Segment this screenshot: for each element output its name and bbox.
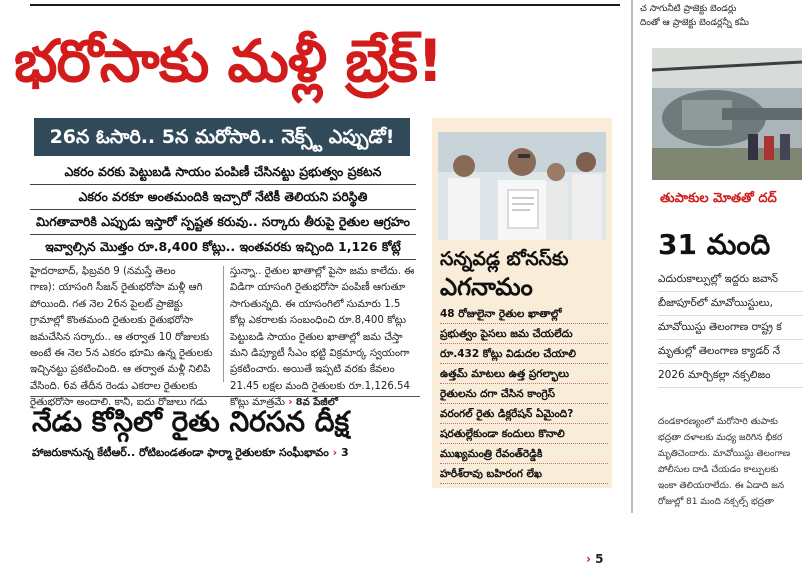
body-line: మని డిప్యూటీ సీఎం భట్టి విక్రమార్క స్వయంగా (230, 347, 410, 359)
continued-arrow-icon: › (288, 397, 293, 409)
highlight-line: 2026 మార్చికల్లా నక్సలిజం (658, 364, 803, 388)
body-line: హైదరాబాద్, ఫిబ్రవరి 9 (నమస్తే తెలం (30, 266, 176, 277)
article-column-1 (30, 264, 220, 412)
body-line: గ్రామాల్లో కొంతమంది రైతులకు రైతుభరోసా (30, 315, 193, 327)
highlight-line: మావోయిస్టు తెలంగాణ రాష్ట్ర క (658, 316, 803, 340)
secondary-headline: నేడు కోస్గిలో రైతు నిరసన దీక్ష (32, 405, 350, 438)
body-line: పోయింది. గత నెల 26న పైలట్ ప్రాజెక్టు (30, 298, 183, 310)
body-line: దింతో ఆ ప్రాజెక్టు బెండర్లన్నీ కమీ (640, 18, 749, 28)
body-line: విడిగా యాసంగి రైతుభరోసా పంపిణీ ఆగుతూ (230, 282, 406, 294)
side-point: 48 రోజులైనా రైతుల ఖాతాల్లో (440, 304, 608, 324)
side-point: రూ.432 కోట్లు విడుదల చేయాలి (440, 344, 608, 364)
highlight-line: ఎకరం వరకు పెట్టుబడి సాయం పంపిణీ చేసినట్టు ప్రభుత్వం ప్రకటన (64, 164, 382, 179)
side-point: ఉత్తమ్ మాటలు ఉత్త ప్రగల్భాలు (440, 364, 608, 384)
body-line: పోలీసుల దాడి చేయడం కాల్పులకు (658, 465, 779, 475)
body-line: కోట్ల ఎకరాలకు సంబంధించి రూ.8,400 కోట్లు (230, 315, 407, 327)
adjacent-body (658, 414, 803, 510)
side-point: షరతుల్లేకుండా కందులు కొనాలి (440, 424, 608, 444)
body-line-text: కోట్లు మాత్రమే (230, 397, 285, 409)
side-page-number: 5 (595, 552, 604, 566)
divider (30, 209, 416, 210)
news-photo (438, 132, 606, 240)
highlight-line: ఎదురుకాల్పుల్లో ఇద్దరు జవాన్ (658, 268, 803, 292)
divider (30, 184, 416, 185)
article-column-2 (230, 264, 420, 412)
body-line: 21.45 లక్షల మంది రైతులకు రూ.1,126.54 (230, 380, 411, 392)
secondary-subhead-text: హాజరుకానున్న కేటీఆర్.. రోటిబండతండా ఫార్మా రైతులకూ సంఘీభావం (32, 446, 329, 459)
body-line: అంటే ఈ నెల 5న ఎకరం భూమి ఉన్న రైతులకు (30, 347, 213, 359)
divider (30, 234, 416, 235)
body-line: ప్రకటించారు. అయితే ఇప్పటి వరకు కేవలం (230, 364, 395, 376)
side-points (440, 304, 608, 484)
side-page-ref[interactable] (586, 552, 603, 566)
press-conference-photo (438, 132, 606, 240)
body-line: సాగుతున్నది. ఈ యాసంగిలో సుమారు 1.5 (230, 298, 401, 310)
helicopter-image (652, 48, 802, 180)
secondary-subhead (32, 444, 424, 462)
page-headline: భరోసాకు మళ్లీ బ్రేక్! (14, 27, 443, 95)
highlight-line: మృతుల్లో తెలంగాణ క్యాడర్ నే (658, 340, 803, 364)
body-line: వేసింది. 6వ తేదీన రెండు ఎకరాల రైతులకు (30, 380, 198, 392)
body-line: మృతిచెందారు. మావోయిస్టు తెలంగాణ (658, 449, 791, 459)
body-line: ఇచ్చినట్టు ప్రకటించింది. ఆ తర్వాత మళ్లీ నిలిపి (30, 364, 211, 376)
highlight-line: బీజాపూర్‌లో మావోయిస్టులు, (658, 292, 803, 316)
body-line: పెట్టుబడి సాయం రైతుల ఖాతాల్లో జమ చేస్తా (230, 331, 403, 343)
side-headline-main: ఎగనామం (440, 273, 533, 301)
top-rule (30, 4, 620, 6)
body-line: స్తున్నా.. రైతుల ఖాతాల్లో పైసా జమ కాలేదు. ఈ (230, 266, 415, 277)
highlight-line: మిగతావారికి ఎప్పుడు ఇస్తారో స్పష్టత కరువు.. సర్కారు తీరుపై రైతుల ఆగ్రహం (36, 214, 410, 229)
body-line: దండకారణ్యంలో మరోసారి తుపాకు (658, 417, 778, 427)
side-point: ముఖ్యమంత్రి రేవంత్‌రెడ్డికి (440, 444, 608, 464)
side-headline-top: సన్నవడ్ల బోనస్‌కు (440, 248, 569, 270)
side-story-box (432, 118, 612, 566)
body-line: భద్రతా దళాలకు మధ్య జరిగిన భీకర (658, 433, 783, 443)
column-separator (631, 0, 633, 513)
subheadline-banner: 26న ఓసారి.. 5న మరోసారి.. నెక్స్ట్ ఎప్పుడో! (34, 118, 410, 156)
helicopter-photo (652, 48, 802, 180)
page-ref-arrow-icon: › (332, 446, 338, 459)
column-divider (223, 266, 224, 382)
body-line: చ సాగునీటి ప్రాజెక్టు బెండర్లు (640, 4, 737, 14)
adjacent-highlights (658, 268, 803, 388)
side-point: ప్రభుత్వం పైసలు జమ చేయలేదు (440, 324, 608, 344)
adjacent-top-text (640, 2, 796, 30)
highlight-line: ఎకరం వరకూ అంతమందికి ఇచ్చారో నేటికీ తెలియని పరిస్థితి (78, 189, 368, 204)
body-line: గాణ): యాసంగి సీజన్ రైతుభరోసా మళ్లీ ఆగి (30, 282, 203, 294)
continued-link[interactable]: 8వ పేజీలో (295, 397, 338, 409)
side-point: వరంగల్ రైతు డిక్లరేషన్ ఏమైంది? (440, 404, 608, 424)
page-ref-arrow-icon: › (586, 552, 596, 566)
side-point: రైతులను దగా చేసిన కాంగ్రెస్ (440, 384, 608, 404)
adjacent-headline: 31 మంది (658, 228, 771, 261)
photo-caption: తుపాకుల మోతతో దద్ (660, 191, 777, 206)
page-ref[interactable]: 3 (341, 446, 349, 459)
highlight-line: ఇవ్వాల్సిన మొత్తం రూ.8,400 కోట్లు.. ఇంతవరకు ఇచ్చింది 1,126 కోట్లే (45, 239, 401, 254)
body-line: రైతుభరోసా అందాలి. కానీ, ఐదు రోజులు గడు (30, 397, 208, 409)
adjacent-story (636, 0, 800, 513)
body-line: జమచేసిన సర్కారు.. ఆ తర్వాత 10 రోజులకు (30, 331, 210, 343)
divider (30, 396, 420, 397)
divider (30, 259, 416, 260)
side-point: హరీశ్‌రావు బహిరంగ లేఖ (440, 464, 608, 484)
body-line: ఇంకా తెలియరాలేదు. ఈ ఏడాది జన (658, 481, 785, 491)
body-line: రోజుల్లో 81 మంది నక్సల్స్ భద్రతా (658, 497, 775, 507)
